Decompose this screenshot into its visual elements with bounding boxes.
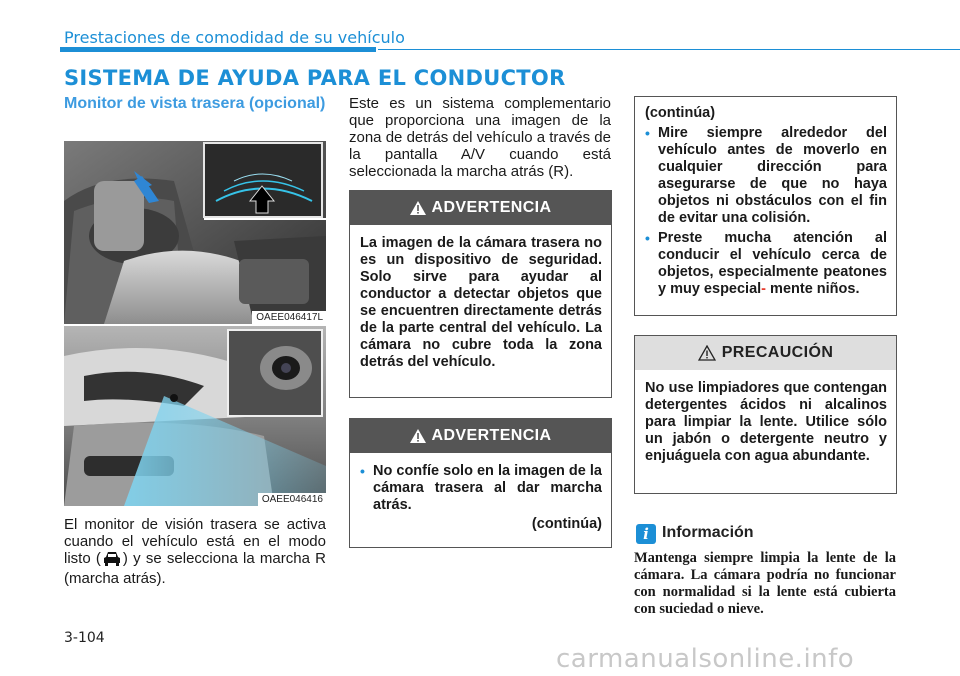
figure-code-1: OAEE046417L [252,311,326,324]
col1-paragraph [64,516,326,587]
warning-body-1: La imagen de la cámara trasera no es un dispositivo de seguridad. Solo sirve para ayudar al conductor a detectar objetos que se encuentren directamente detrás de la parte central del vehículo. La cámara no cubre toda la zona detrás del vehículo. [360,235,602,370]
hyphen-mark: - [761,281,767,297]
bullet-dot: • [360,463,365,479]
caution-triangle-icon [698,345,716,361]
warning-box-1 [349,190,612,398]
list-item [360,463,602,514]
col1-text-part1: El monitor de visión trasera se activa cuando el vehículo está en el modo listo ( [64,516,326,567]
list-item [645,125,887,227]
info-icon: i [636,524,656,544]
continued-body [635,97,896,306]
continued-bullet-1: Mire siempre alrededor del vehículo antes de moverlo en cualquier dirección para asegurarse de que no haya objetos ni obstáculos con el fin de evitar una colisión. [658,125,887,226]
warning-continued-box [634,96,897,316]
warning-triangle-icon [410,429,426,443]
continues-label: (continúa) [531,516,602,532]
warning-title-2: ADVERTENCIA [431,427,552,444]
figure-interior-console [64,141,326,324]
warning-triangle-icon [410,201,426,215]
warning-header-1 [350,191,611,225]
bullet-dot: • [645,125,650,141]
caution-body: No use limpiadores que contengan detergentes ácidos ni alcalinos para limpiar la lente. Utilice sólo un jabón o detergente neutro y enjuáguela con agua abundante. [645,380,887,464]
caution-header [635,336,896,370]
header-rule [378,49,960,50]
continued-bullet-2-tail: mente niños. [770,281,860,297]
info-title: Información [662,524,754,541]
figure-code-2: OAEE046416 [258,493,326,506]
warning-header-2 [350,419,611,453]
running-header: Prestaciones de comodidad de su vehículo [64,28,405,47]
warning-box-2 [349,418,612,548]
continued-bullet-2-text: Preste mucha atención al conducir el vehículo cerca de objetos, especialmente peatones y muy especial [658,230,887,297]
figure-rear-camera [64,326,326,506]
warning-body-2 [350,453,611,541]
info-body: Mantenga siempre limpia la lente de la cámara. La cámara podría no funcionar con normalidad si la lente está cubierta con suciedad o nieve. [634,550,896,617]
car-ready-icon [103,550,121,570]
caution-box [634,335,897,494]
list-item [645,230,887,298]
caution-title: PRECAUCIÓN [721,344,834,361]
continued-bullet-2 [658,230,887,298]
page-number: 3-104 [64,630,105,646]
subtitle: Monitor de vista trasera (opcional) [64,95,326,112]
bullet-dot: • [645,230,650,246]
warning-title-1: ADVERTENCIA [431,199,552,216]
interior-console-illustration [64,141,326,324]
rear-camera-illustration [64,326,326,506]
col2-intro-paragraph: Este es un sistema complementario que proporciona una imagen de la zona de detrás del vehículo a través de la pantalla A/V cuando está seleccionada la marcha atrás (R). [349,95,611,180]
col1-text-part2: ) y se selecciona la marcha R (marcha atrás). [64,550,326,587]
continued-label: (continúa) [645,105,716,121]
watermark: carmanualsonline.info [556,644,855,674]
warning2-bullet-text: No confíe solo en la imagen de la cámara trasera al dar marcha atrás. [373,463,602,513]
header-bar-thick [60,47,376,52]
section-title: SISTEMA DE AYUDA PARA EL CONDUCTOR [64,66,566,90]
